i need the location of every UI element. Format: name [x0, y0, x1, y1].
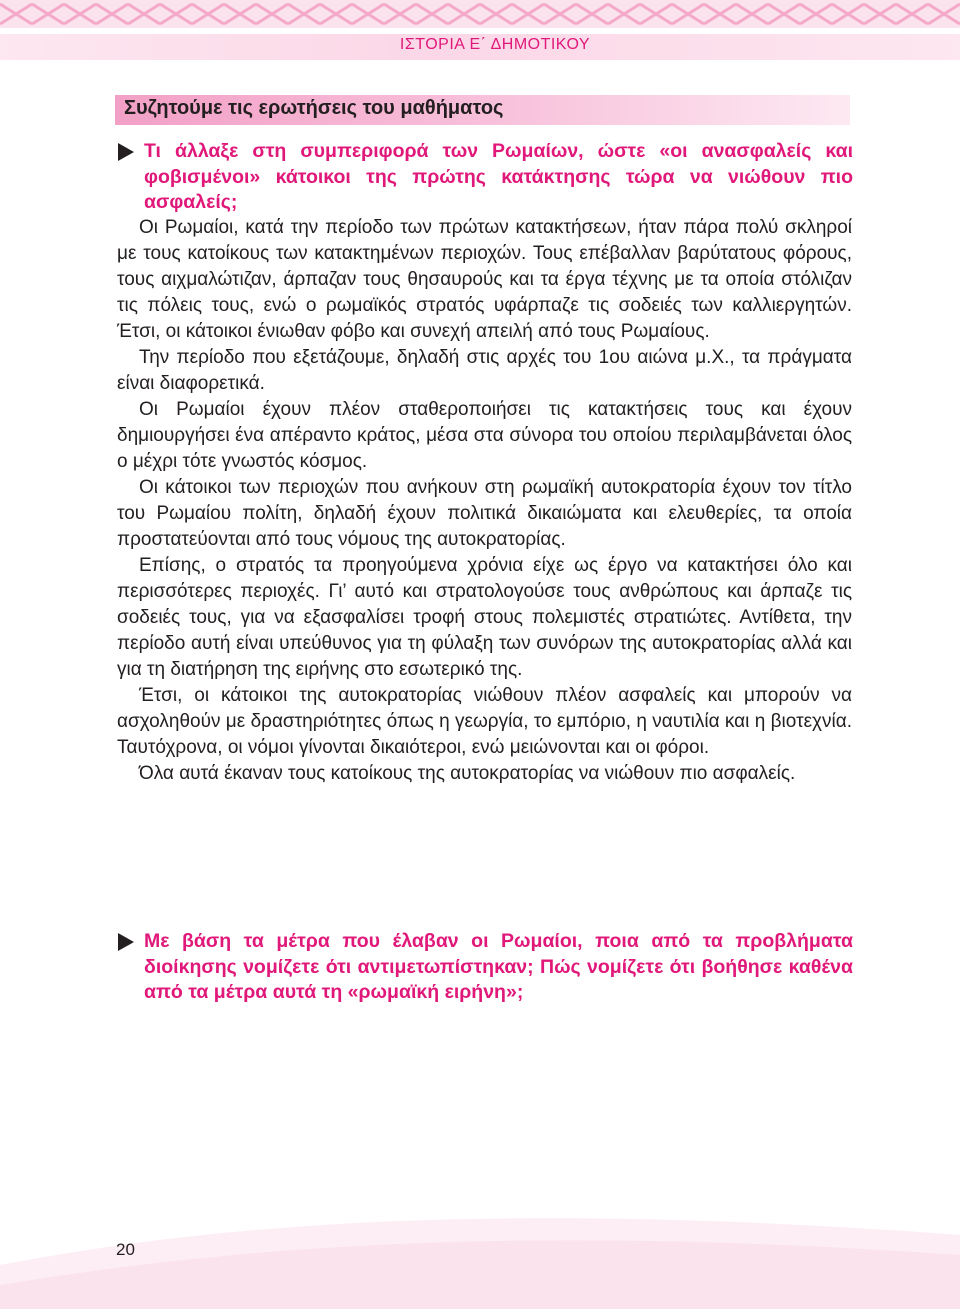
answer-body: [117, 215, 852, 787]
answer-paragraph: Οι Ρωμαίοι, κατά την περίοδο των πρώτων κατακτήσεων, ήταν πάρα πολύ σκληροί με τους κατοίκους των κατακτημένων περιοχών. Τους επέβαλλαν βαρύτατους φόρους, τους αιχμαλώτιζαν, άρπαζαν τους θησαυρούς και τα έργα τέχνης με τα οποία στόλιζαν τις πόλεις τους, ενώ ο ρωμαϊκός στρατός υφάρπαζε τις σοδειές των καλλιεργητών. Έτσι, οι κάτοικοι ένιωθαν φόβο και συνεχή απειλή από τους Ρωμαίους.: [117, 217, 852, 342]
question-1-text: Τι άλλαξε στη συμπεριφορά των Ρωμαίων, ώστε «οι ανασφαλείς και φοβισμένοι» κάτοικοι της πρώτης κατάκτησης τώρα να νιώθουν πιο ασφαλείς;: [144, 140, 853, 213]
answer-paragraph: Την περίοδο που εξετάζουμε, δηλαδή στις αρχές του 1ου αιώνα μ.Χ., τα πράγματα είναι διαφορετικά.: [117, 347, 852, 394]
answer-paragraph: Έτσι, οι κάτοικοι της αυτοκρατορίας νιώθουν πλέον ασφαλείς και μπορούν να ασχοληθούν με δραστηριότητες όπως η γεωργία, το εμπόριο, η ναυτιλία και η βιοτεχνία. Ταυτόχρονα, οι νόμοι γίνονται δικαιότεροι, ενώ μειώνονται και οι φόροι.: [117, 685, 852, 758]
answer-paragraph: Όλα αυτά έκαναν τους κατοίκους της αυτοκρατορίας να νιώθουν πιο ασφαλείς.: [139, 763, 796, 784]
page-header-title: ΙΣΤΟΡΙΑ Ε΄ ΔΗΜΟΤΙΚΟΥ: [399, 36, 591, 53]
triangle-right-icon: [118, 143, 134, 161]
question-1: [118, 139, 853, 216]
section-heading: Συζητούμε τις ερωτήσεις του μαθήματος: [124, 97, 504, 119]
question-2-text: Με βάση τα μέτρα που έλαβαν οι Ρωμαίοι, ποια από τα προβλήματα διοίκησης νομίζετε ότι αντιμετωπίστηκαν; Πώς νομίζετε ότι βοήθησε καθένα από τα μέτρα αυτά τη «ρωμαϊκή ειρήνη»;: [144, 930, 853, 1003]
question-2: [118, 929, 853, 1006]
triangle-right-icon: [118, 933, 134, 951]
top-border-pattern: [0, 0, 960, 28]
page-number: 20: [116, 1240, 135, 1259]
decorative-top-border: [0, 0, 960, 28]
decorative-bottom-wave: [0, 1195, 960, 1309]
answer-paragraph: Επίσης, ο στρατός τα προηγούμενα χρόνια είχε ως έργο να κατακτήσει όλο και περισσότερες περιοχές. Γι’ αυτό και στρατολογούσε τους ανθρώπους και άρπαζε τις σοδειές τους, για να εξασφαλίσει τροφή στους πολεμιστές στρατιώτες. Αντίθετα, την περίοδο αυτή είναι υπεύθυνος για τη φύλαξη των συνόρων της αυτοκρατορίας αλλά και για τη διατήρηση της ειρήνης στο εσωτερικό της.: [117, 555, 852, 680]
answer-paragraph: Οι κάτοικοι των περιοχών που ανήκουν στη ρωμαϊκή αυτοκρατορία έχουν τον τίτλο του Ρωμαίου πολίτη, δηλαδή έχουν πολιτικά δικαιώματα και ελευθερίες, τα οποία προστατεύονται από τους νόμους της αυτοκρατορίας.: [117, 477, 852, 550]
answer-paragraph: Οι Ρωμαίοι έχουν πλέον σταθεροποιήσει τις κατακτήσεις τους και έχουν δημιουργήσει ένα απέραντο κράτος, μέσα στα σύνορα του οποίου περιλαμβάνεται όλος ο μέχρι τότε γνωστός κόσμος.: [117, 399, 852, 472]
